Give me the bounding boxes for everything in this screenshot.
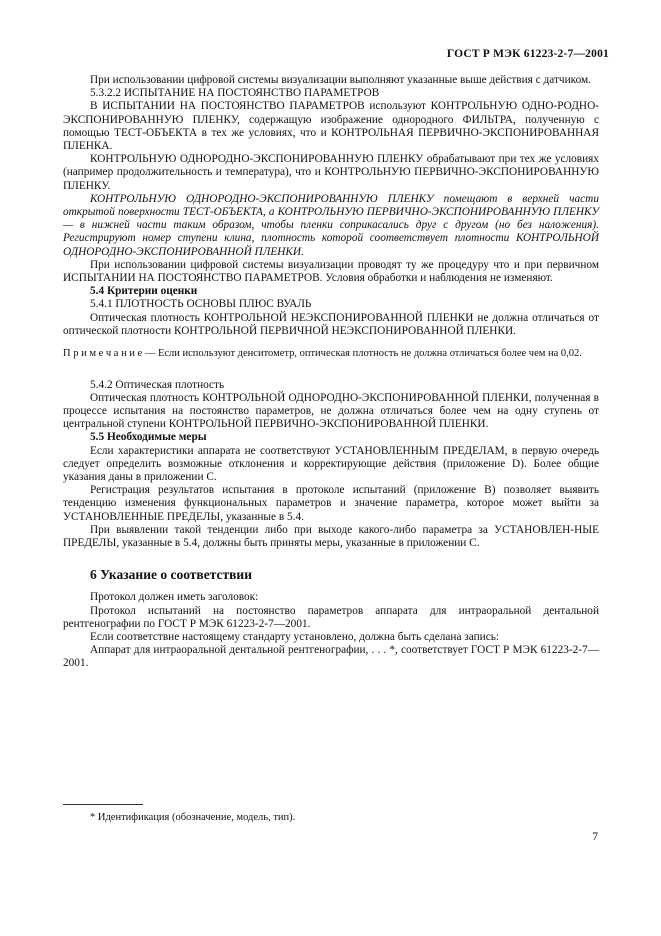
paragraph: Оптическая плотность КОНТРОЛЬНОЙ НЕЭКСПОНИРОВАННОЙ ПЛЕНКИ не должна отличаться от оптической плотности КОНТРОЛЬНОЙ ПЕРВИЧНОЙ НЕЭКСПОНИРОВАННОЙ ПЛЕНКИ. — [63, 311, 599, 337]
section-heading-5-5: 5.5 Необходимые меры — [90, 431, 207, 444]
paragraph: Если характеристики аппарата не соответствуют УСТАНОВЛЕННЫМ ПРЕДЕЛАМ, в первую очередь следует определить возможные отклонения и корректирующие действия (приложение D). Более общие указания даны в приложении C. — [63, 444, 599, 483]
subsection-heading: 5.4.2 Оптическая плотность — [90, 378, 225, 391]
subsection-heading: 5.3.2.2 ИСПЫТАНИЕ НА ПОСТОЯНСТВО ПАРАМЕТРОВ — [90, 87, 380, 100]
paragraph: Протокол испытаний на постоянство параметров аппарата для интраоральной дентальной рентгенографии по ГОСТ Р МЭК 61223-2-7—2001. — [63, 604, 599, 630]
paragraph: КОНТРОЛЬНУЮ ОДНОРОДНО-ЭКСПОНИРОВАННУЮ ПЛЕНКУ помещают в верхней части открытой поверхности ТЕСТ-ОБЪЕКТА, а КОНТРОЛЬНУЮ ПЕРВИЧНО-ЭКСПОНИРОВАННУЮ ПЛЕНКУ — в нижней части таким образом, чтобы пленки соприкасались друг с другом (но без наложения). Регистрируют номер ступени клина, плотность которой соответствует плотности КОНТРОЛЬНОЙ ОДНОРОДНО-ЭКСПОНИРОВАННОЙ ПЛЕНКИ. — [63, 192, 599, 258]
paragraph: Аппарат для интраоральной дентальной рентгенографии, . . . *, соответствует ГОСТ Р МЭК 61223-2-7—2001. — [63, 644, 599, 670]
paragraph: КОНТРОЛЬНУЮ ОДНОРОДНО-ЭКСПОНИРОВАННУЮ ПЛЕНКУ обрабатывают при тех же условиях (например продолжительность и температура), что и КОНТРОЛЬНУЮ ПЕРВИЧНО-ЭКСПОНИРОВАННУЮ ПЛЕНКУ. — [63, 153, 599, 192]
document-body — [63, 74, 599, 671]
footnote: * Идентификация (обозначение, модель, тип). — [90, 812, 296, 823]
paragraph: Если соответствие настоящему стандарту установлено, должна быть сделана запись: — [90, 631, 500, 644]
page-number: 7 — [592, 831, 598, 843]
section-heading-5-4: 5.4 Критерии оценки — [90, 285, 198, 298]
note: П р и м е ч а н и е — Если используют денситометр, оптическая плотность не должна отличаться более чем на 0,02. — [63, 348, 582, 360]
paragraph: При использовании цифровой системы визуализации выполняют указанные выше действия с датчиком. — [90, 74, 591, 86]
footnote-divider — [63, 804, 143, 805]
paragraph: При использовании цифровой системы визуализации проводят ту же процедуру что и при первичном ИСПЫТАНИИ НА ПОСТОЯНСТВО ПАРАМЕТРОВ. Условия обработки и наблюдения не изменяют. — [63, 258, 599, 285]
paragraph: Регистрация результатов испытания в протоколе испытаний (приложение B) позволяет выявить тенденцию изменения функциональных параметров и значение параметра, которое может выйти за УСТАНОВЛЕННЫЕ ПРЕДЕЛЫ, указанные в 5.4. — [63, 484, 599, 523]
paragraph: При выявлении такой тенденции либо при выходе какого-либо параметра за УСТАНОВЛЕН-НЫЕ ПРЕДЕЛЫ, указанные в 5.4, должны быть приняты меры, указанные в приложении C. — [63, 523, 599, 549]
paragraph: В ИСПЫТАНИИ НА ПОСТОЯНСТВО ПАРАМЕТРОВ используют КОНТРОЛЬНУЮ ОДНО-РОДНО-ЭКСПОНИРОВАННУЮ ПЛЕНКУ, содержащую изображение однородного ФИЛЬТРА, полученную с помощью ТЕСТ-ОБЪЕКТА в тех же условиях, что и КОНТРОЛЬНАЯ ПЕРВИЧНО-ЭКСПОНИРОВАННАЯ ПЛЕНКА. — [63, 100, 599, 153]
section-heading-6: 6 Указание о соответствии — [90, 567, 252, 583]
paragraph: Протокол должен иметь заголовок: — [90, 591, 259, 604]
subsection-heading: 5.4.1 ПЛОТНОСТЬ ОСНОВЫ ПЛЮС ВУАЛЬ — [90, 298, 312, 311]
document-header: ГОСТ Р МЭК 61223-2-7—2001 — [446, 48, 609, 60]
paragraph: Оптическая плотность КОНТРОЛЬНОЙ ОДНОРОДНО-ЭКСПОНИРОВАННОЙ ПЛЕНКИ, полученная в процессе испытания на постоянство параметров, не должна отличаться более чем на одну ступень от центральной ступени КОНТРОЛЬНОЙ ПЕРВИЧНО-ЭКСПОНИРОВАННОЙ ПЛЕНКИ. — [63, 391, 599, 431]
